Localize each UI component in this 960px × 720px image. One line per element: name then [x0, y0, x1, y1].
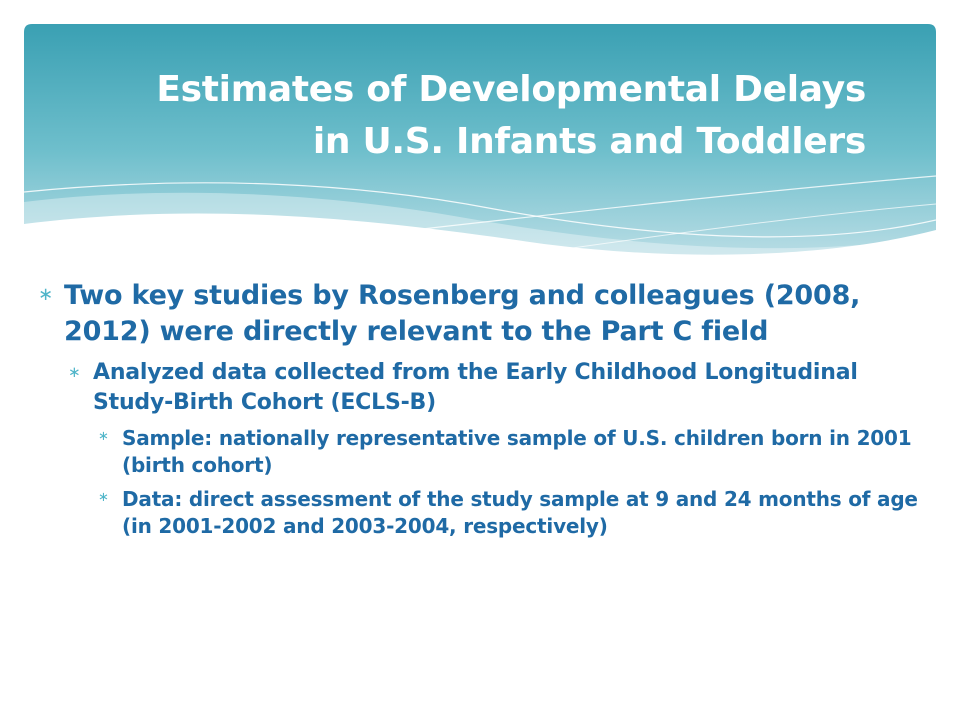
- title-line-2: in U.S. Infants and Toddlers: [312, 121, 866, 162]
- asterisk-bullet-icon: ∗: [38, 284, 54, 305]
- bullet-item: [38, 278, 918, 350]
- bullet-text: Sample: nationally representative sample of U.S. children born in 2001 (birth cohort): [122, 426, 912, 477]
- title-line-1: Estimates of Developmental Delays: [156, 69, 866, 110]
- bullet-text: Two key studies by Rosenberg and colleagues (2008, 2012) were directly relevant to the Part C field: [64, 280, 861, 347]
- asterisk-bullet-icon: ∗: [98, 429, 109, 444]
- bullet-list: [38, 278, 918, 540]
- bullet-item: [38, 425, 918, 479]
- bullet-item: [38, 358, 918, 418]
- asterisk-bullet-icon: ∗: [98, 490, 109, 505]
- slide-title: [106, 64, 866, 168]
- bullet-text: Analyzed data collected from the Early Childhood Longitudinal Study-Birth Cohort (ECLS-B): [93, 360, 858, 415]
- bullet-text: Data: direct assessment of the study sample at 9 and 24 months of age (in 2001-2002 and 2003-2004, respectively): [122, 487, 918, 538]
- asterisk-bullet-icon: ∗: [68, 363, 81, 381]
- title-banner: [24, 24, 936, 256]
- bullet-item: [38, 486, 918, 540]
